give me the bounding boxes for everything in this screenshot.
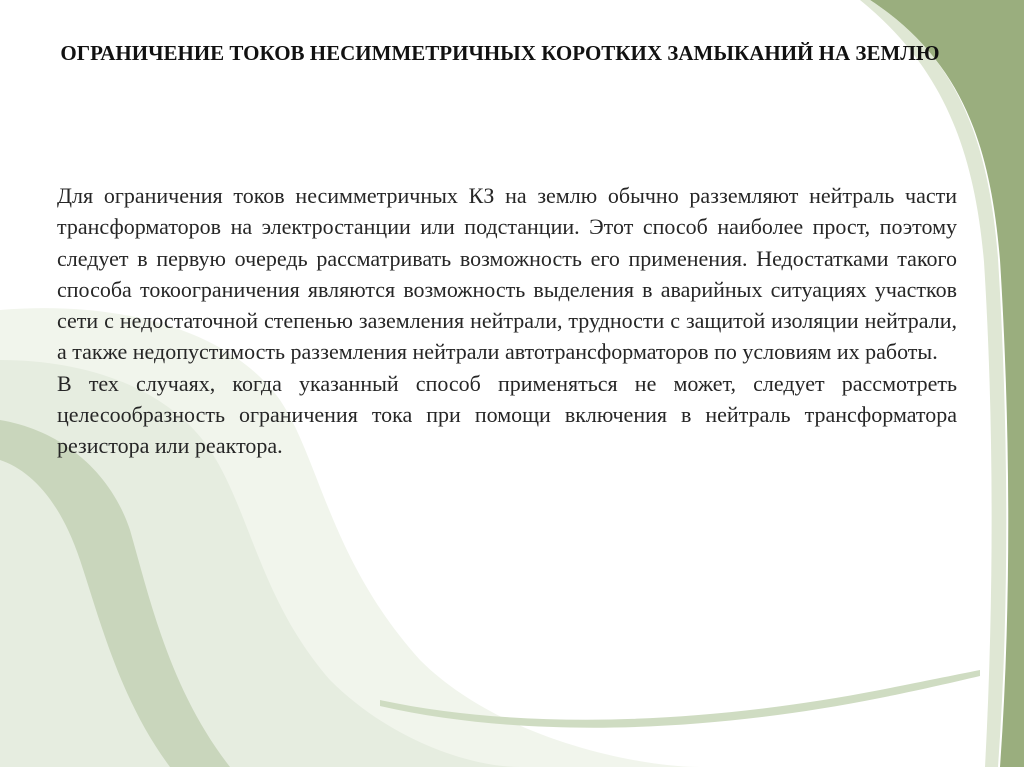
slide-title: ОГРАНИЧЕНИЕ ТОКОВ НЕСИММЕТРИЧНЫХ КОРОТКИХ ЗАМЫКАНИЙ НА ЗЕМЛЮ <box>60 41 940 65</box>
body-paragraph-1: Для ограничения токов несимметричных КЗ на землю обычно разземляют нейтраль части трансформаторов на электростанции или подстанции. Этот способ наиболее прост, поэтому следует в первую очередь рассматривать возможность его применения. Недостатками такого способа токоограничения являются возможность выделения в аварийных ситуациях участков сети с недостаточной степенью заземления нейтрали, трудности с защитой изоляции нейтрали, а также недопустимость разземления нейтрали автотрансформаторов по условиям их работы. <box>57 183 957 365</box>
slide-body <box>57 180 957 462</box>
body-paragraph-2: В тех случаях, когда указанный способ применяться не может, следует рассмотреть целесообразность ограничения тока при помощи включения в нейтраль трансформатора резистора или реактора. <box>57 370 957 459</box>
bottom-curve-line <box>380 670 980 728</box>
